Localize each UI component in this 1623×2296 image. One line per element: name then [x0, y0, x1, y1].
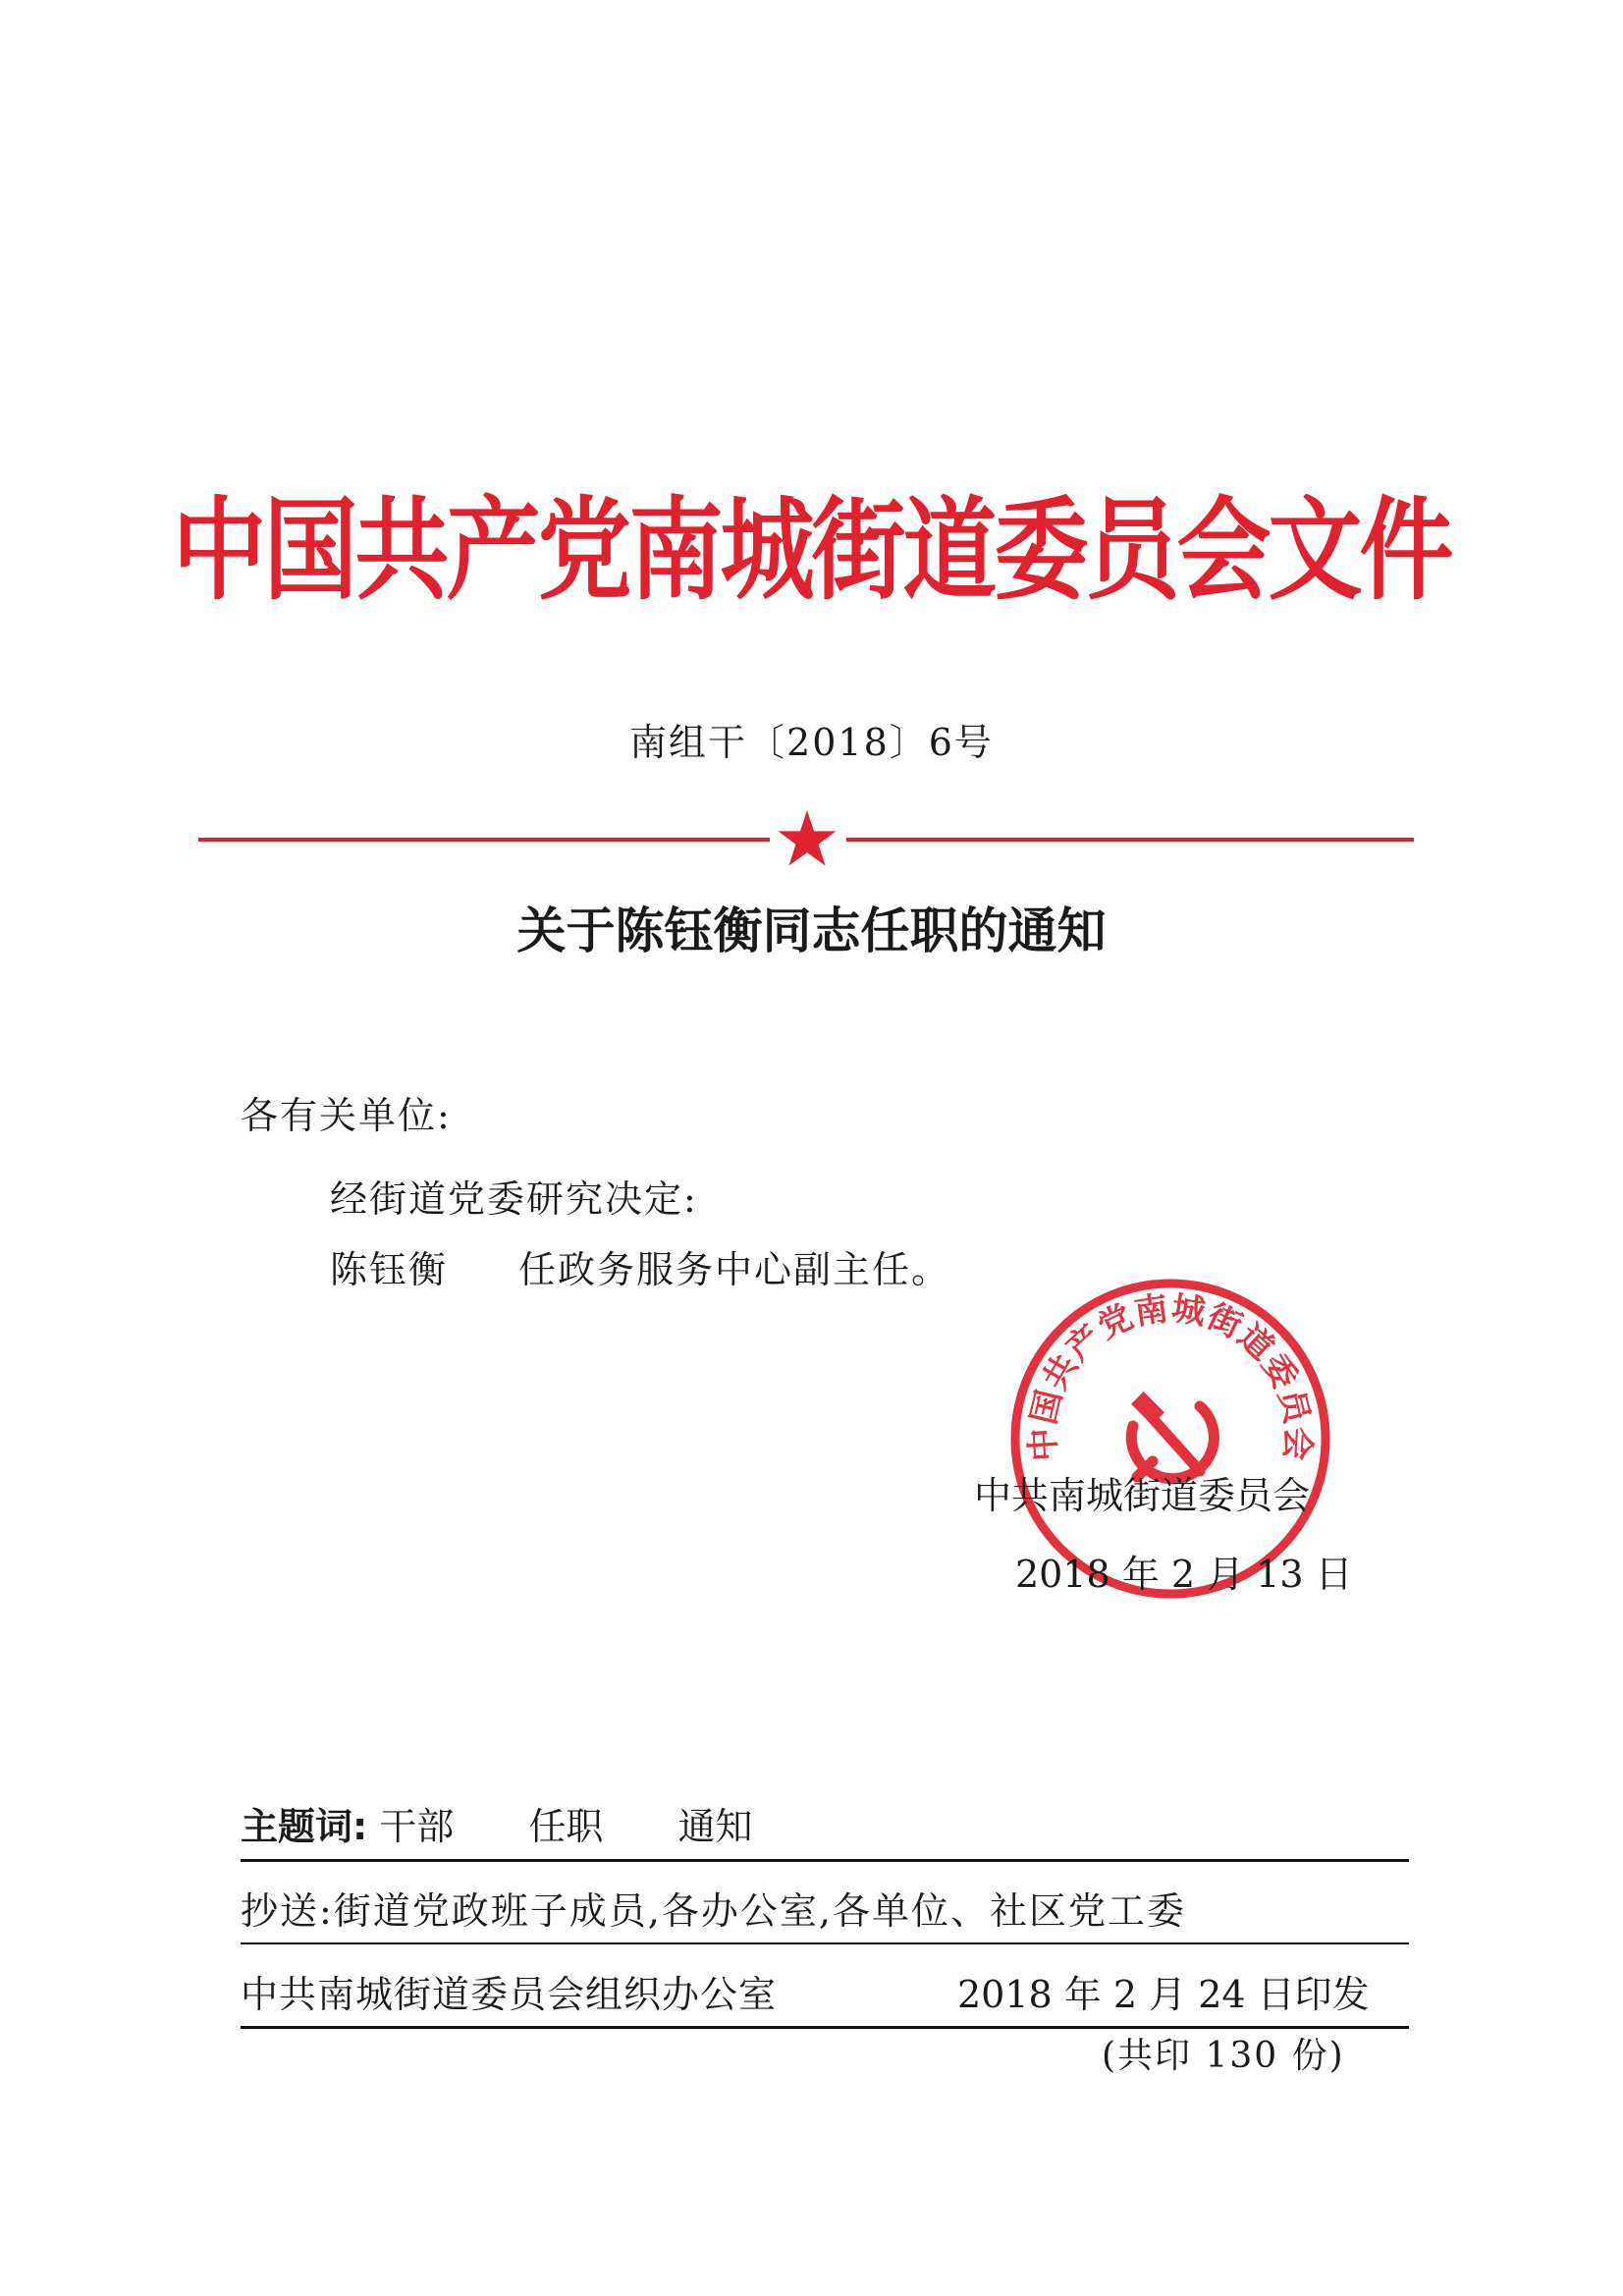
red-rule-left: [198, 838, 770, 842]
issuing-office: 中共南城街道委员会组织办公室: [241, 1973, 778, 2016]
red-rule-right: [846, 838, 1414, 842]
keyword-item: 任职: [528, 1805, 604, 1848]
decision-text: 经街道党委研究决定:: [330, 1177, 698, 1221]
cc-recipients: 抄送:街道党政班子成员,各办公室,各单位、社区党工委: [241, 1889, 1186, 1933]
salutation: 各有关单位:: [241, 1094, 452, 1137]
document-number: 南组干〔2018〕6号: [629, 721, 994, 764]
appointment-position: 任政务服务中心副主任。: [518, 1248, 951, 1291]
document-header-title: 中国共产党南城街道委员会文件: [172, 485, 1451, 616]
keywords-label: 主题词:: [241, 1805, 368, 1848]
keyword-item: 通知: [677, 1805, 753, 1848]
keywords-row: [241, 1799, 816, 1854]
footer-divider: [241, 1942, 1409, 1944]
keyword-item: 干部: [379, 1805, 455, 1848]
svg-text:中国共产党南城街道委员会: 中国共产党南城街道委员会: [1023, 1288, 1318, 1463]
signing-organization: 中共南城街道委员会: [974, 1474, 1311, 1517]
copies-count: (共印 130 份): [1102, 2036, 1345, 2076]
issue-date: 2018 年 2 月 24 日印发: [957, 1973, 1370, 2016]
notice-title: 关于陈钰衡同志任职的通知: [516, 902, 1107, 959]
footer-divider: [241, 1859, 1409, 1862]
red-star-icon: [776, 807, 839, 870]
appointee-name: 陈钰衡: [330, 1248, 449, 1291]
signing-date: 2018 年 2 月 13 日: [1015, 1553, 1353, 1596]
